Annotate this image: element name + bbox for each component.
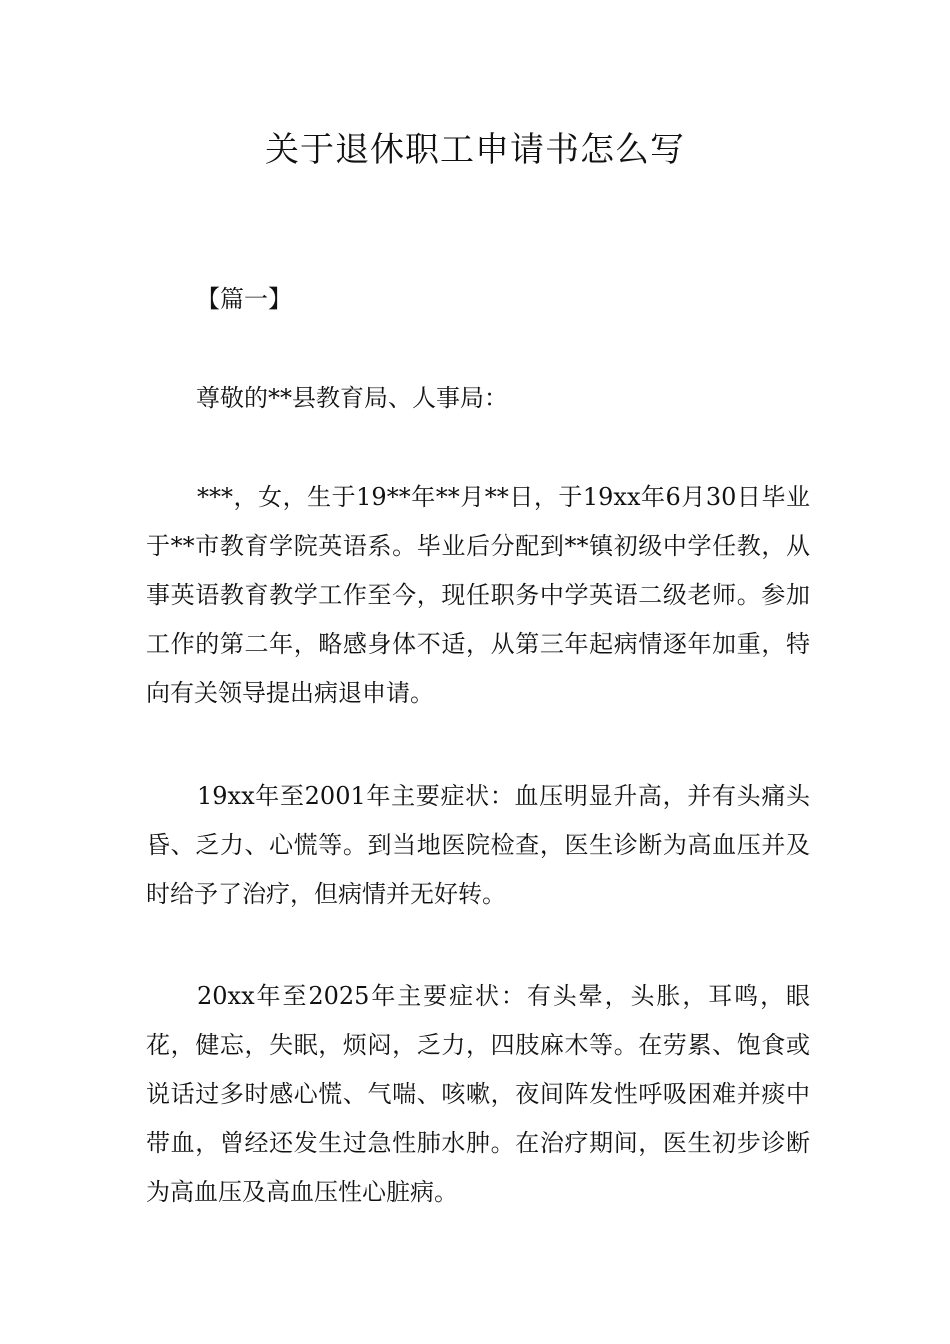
body-paragraph-2: 19xx年至2001年主要症状：血压明显升高，并有头痛头昏、乏力、心慌等。到当地医院检查，医生诊断为高血压并及时给予了治疗，但病情并无好转。 — [146, 782, 810, 908]
document-title: 关于退休职工申请书怎么写 — [265, 130, 685, 170]
salutation: 尊敬的**县教育局、人事局： — [196, 384, 508, 412]
section-tag: 【篇一】 — [196, 285, 292, 313]
body-paragraph-3: 20xx年至2025年主要症状：有头晕，头胀，耳鸣，眼花，健忘，失眠，烦闷，乏力，四肢麻木等。在劳累、饱食或说话过多时感心慌、气喘、咳嗽，夜间阵发性呼吸困难并痰中带血，曾经还发生过急性肺水肿。在治疗期间，医生初步诊断为高血压及高血压性心脏病。 — [146, 982, 810, 1206]
body-paragraph-1: ***，女，生于19**年**月**日，于19xx年6月30日毕业于**市教育学院英语系。毕业后分配到**镇初级中学任教，从事英语教育教学工作至今，现任职务中学英语二级老师。参加工作的第二年，略感身体不适，从第三年起病情逐年加重，特向有关领导提出病退申请。 — [146, 483, 810, 707]
